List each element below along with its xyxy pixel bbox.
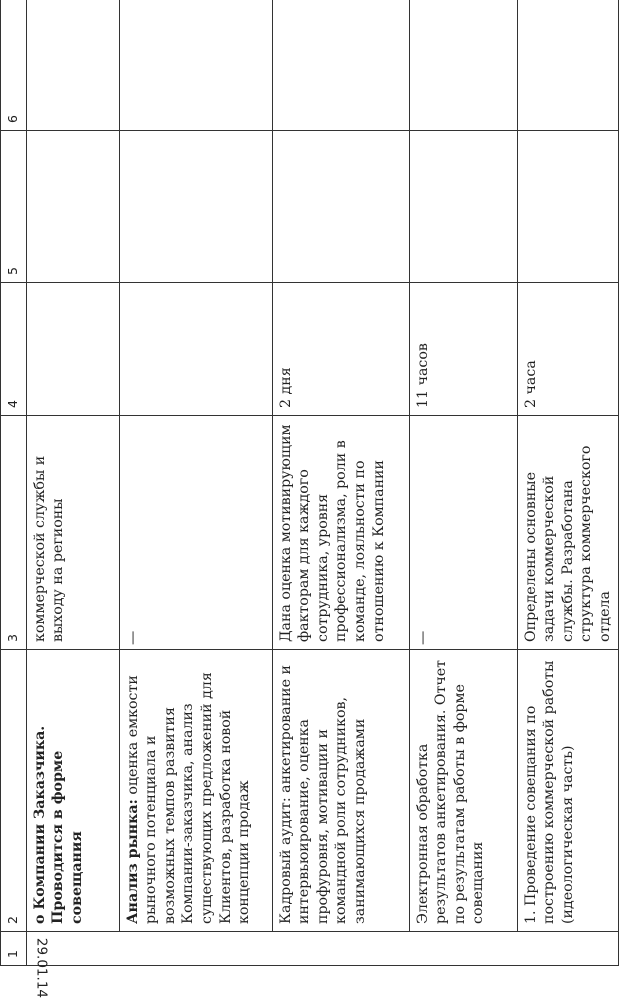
row-3-col-6 xyxy=(272,0,409,131)
table-row xyxy=(119,0,272,966)
header-col-4: 4 xyxy=(1,283,27,416)
row-2-col-4 xyxy=(119,283,272,416)
header-row xyxy=(1,0,27,966)
row-2-col-3: — xyxy=(119,416,272,650)
table-row xyxy=(409,0,517,966)
row-2-col-6 xyxy=(119,0,272,131)
table-row xyxy=(26,0,119,966)
row-1-col-3: коммерческой службы и выходу на регионы xyxy=(26,416,119,650)
row-5-col-5 xyxy=(517,131,618,283)
row-3-col-3: Дана оценка мотивирующим факторам для каждого сотрудника, уровня профессионализма, роли в команде, лояльности по отношению к Компании xyxy=(272,416,409,650)
date-label: 29.01.14 xyxy=(33,938,50,998)
row-4-col-3: — xyxy=(409,416,517,650)
row-1-col-2: о Компании Заказчика. Проводится в форме совещания xyxy=(26,650,119,932)
row-2-col-2 xyxy=(119,650,272,932)
header-col-5: 5 xyxy=(1,131,27,283)
header-col-6: 6 xyxy=(1,0,27,131)
header-col-3: 3 xyxy=(1,416,27,650)
header-col-1: 1 xyxy=(1,932,27,966)
row-2-col-5 xyxy=(119,131,272,283)
row-4-col-2: Электронная обработка результатов анкетирования. Отчет по результатам работы в форме совещания xyxy=(409,650,517,932)
row-4-col-4: 11 часов xyxy=(409,283,517,416)
row-5-col-4: 2 часа xyxy=(517,283,618,416)
row-2-col-2-text: оценка емкости рыночного потенциала и возможных темпов развития Компании-заказчика, анализ существующих предложений для Клиентов, разработка новой концепции продаж xyxy=(124,672,253,924)
header-col-2: 2 xyxy=(1,650,27,932)
date-cell xyxy=(26,932,618,998)
row-5-col-2: 1. Проведение совещания по построению коммерческой работы (идеологическая часть) xyxy=(517,650,618,932)
table-row xyxy=(517,0,618,966)
row-4-col-6 xyxy=(409,0,517,131)
row-1-col-5 xyxy=(26,131,119,283)
row-1-col-6 xyxy=(26,0,119,131)
row-5-col-6 xyxy=(517,0,618,131)
row-4-col-5 xyxy=(409,131,517,283)
row-5-col-3: Определены основные задачи коммерческой службы. Разработана структура коммерческого отдела xyxy=(517,416,618,650)
row-3-col-4: 2 дня xyxy=(272,283,409,416)
row-2-col-2-bold: Анализ рынка: xyxy=(124,799,141,924)
row-3-col-5 xyxy=(272,131,409,283)
row-3-col-2: Кадровый аудит: анкетирование и интервьюирование, оценка профуровня, мотивации и командной роли сотрудников, занимающихся продажами xyxy=(272,650,409,932)
row-1-col-4 xyxy=(26,283,119,416)
table-row xyxy=(272,0,409,966)
